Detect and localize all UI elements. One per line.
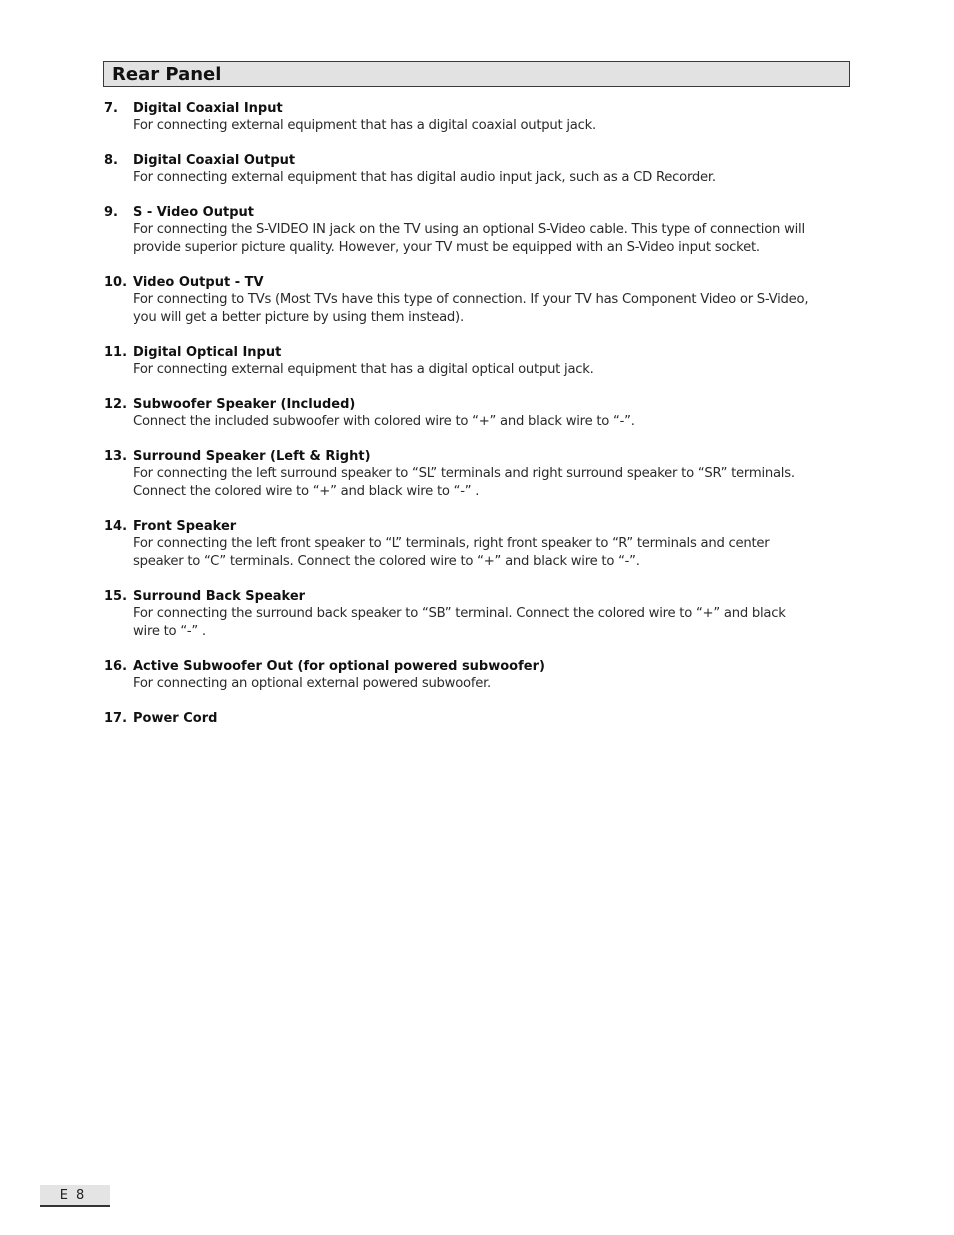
item-title: Digital Coaxial Output bbox=[133, 153, 296, 168]
item-number: 11. bbox=[104, 345, 128, 360]
item-number: 8. bbox=[104, 153, 118, 168]
list-item bbox=[104, 152, 854, 187]
item-heading bbox=[104, 658, 854, 675]
list-item bbox=[104, 588, 854, 641]
item-title: Video Output - TV bbox=[133, 275, 264, 290]
description-line: For connecting external equipment that has a digital coaxial output jack. bbox=[133, 118, 596, 133]
item-title: Power Cord bbox=[133, 711, 218, 726]
item-number: 15. bbox=[104, 589, 128, 604]
item-title: S - Video Output bbox=[133, 205, 254, 220]
item-description bbox=[133, 535, 854, 571]
description-line: Connect the included subwoofer with colored wire to “+” and black wire to “-”. bbox=[133, 414, 635, 429]
section-header bbox=[103, 61, 850, 87]
page-number-tab bbox=[40, 1185, 110, 1207]
description-line: For connecting the surround back speaker to “SB” terminal. Connect the colored wire to “+” and black bbox=[133, 606, 786, 621]
description-line: For connecting the left front speaker to “L” terminals, right front speaker to “R” terminals and center bbox=[133, 536, 770, 551]
item-number: 16. bbox=[104, 659, 128, 674]
item-heading bbox=[104, 100, 854, 117]
item-number: 7. bbox=[104, 101, 118, 116]
list-item bbox=[104, 204, 854, 257]
item-title: Active Subwoofer Out (for optional powered subwoofer) bbox=[133, 659, 545, 674]
item-description bbox=[133, 291, 854, 327]
list-item bbox=[104, 344, 854, 379]
description-line: For connecting the S-VIDEO IN jack on the TV using an optional S-Video cable. This type of connection will bbox=[133, 222, 805, 237]
page-number: E 8 bbox=[59, 1188, 87, 1203]
item-description bbox=[133, 221, 854, 257]
item-description bbox=[133, 361, 854, 379]
item-title: Front Speaker bbox=[133, 519, 237, 534]
page-title: Rear Panel bbox=[112, 64, 222, 85]
item-list bbox=[104, 100, 854, 744]
item-description bbox=[133, 169, 854, 187]
list-item bbox=[104, 658, 854, 693]
item-title: Digital Optical Input bbox=[133, 345, 282, 360]
item-title: Digital Coaxial Input bbox=[133, 101, 283, 116]
list-item bbox=[104, 518, 854, 571]
item-title: Surround Back Speaker bbox=[133, 589, 306, 604]
list-item bbox=[104, 396, 854, 431]
description-line: you will get a better picture by using them instead). bbox=[133, 310, 464, 325]
list-item bbox=[104, 448, 854, 501]
item-heading bbox=[104, 344, 854, 361]
description-line: provide superior picture quality. However, your TV must be equipped with an S-Video input socket. bbox=[133, 240, 760, 255]
item-number: 12. bbox=[104, 397, 128, 412]
item-description bbox=[133, 117, 854, 135]
description-line: For connecting to TVs (Most TVs have this type of connection. If your TV has Component Video or S-Video, bbox=[133, 292, 809, 307]
description-line: For connecting an optional external powered subwoofer. bbox=[133, 676, 492, 691]
item-heading bbox=[104, 152, 854, 169]
item-description bbox=[133, 675, 854, 693]
item-description bbox=[133, 465, 854, 501]
list-item bbox=[104, 100, 854, 135]
item-heading bbox=[104, 710, 854, 727]
item-number: 9. bbox=[104, 205, 118, 220]
item-heading bbox=[104, 448, 854, 465]
list-item bbox=[104, 274, 854, 327]
description-line: speaker to “C” terminals. Connect the colored wire to “+” and black wire to “-”. bbox=[133, 554, 640, 569]
item-title: Surround Speaker (Left & Right) bbox=[133, 449, 371, 464]
description-line: For connecting external equipment that has a digital optical output jack. bbox=[133, 362, 594, 377]
item-heading bbox=[104, 204, 854, 221]
item-number: 14. bbox=[104, 519, 128, 534]
description-line: For connecting the left surround speaker to “SL” terminals and right surround speaker to “SR” terminals. bbox=[133, 466, 795, 481]
description-line: Connect the colored wire to “+” and black wire to “-” . bbox=[133, 484, 480, 499]
item-number: 13. bbox=[104, 449, 128, 464]
list-item bbox=[104, 710, 854, 727]
item-heading bbox=[104, 518, 854, 535]
item-number: 10. bbox=[104, 275, 128, 290]
item-number: 17. bbox=[104, 711, 128, 726]
item-description bbox=[133, 413, 854, 431]
item-heading bbox=[104, 588, 854, 605]
item-heading bbox=[104, 396, 854, 413]
item-heading bbox=[104, 274, 854, 291]
description-line: For connecting external equipment that has digital audio input jack, such as a CD Recorder. bbox=[133, 170, 716, 185]
item-description bbox=[133, 605, 854, 641]
description-line: wire to “-” . bbox=[133, 624, 206, 639]
item-title: Subwoofer Speaker (Included) bbox=[133, 397, 356, 412]
